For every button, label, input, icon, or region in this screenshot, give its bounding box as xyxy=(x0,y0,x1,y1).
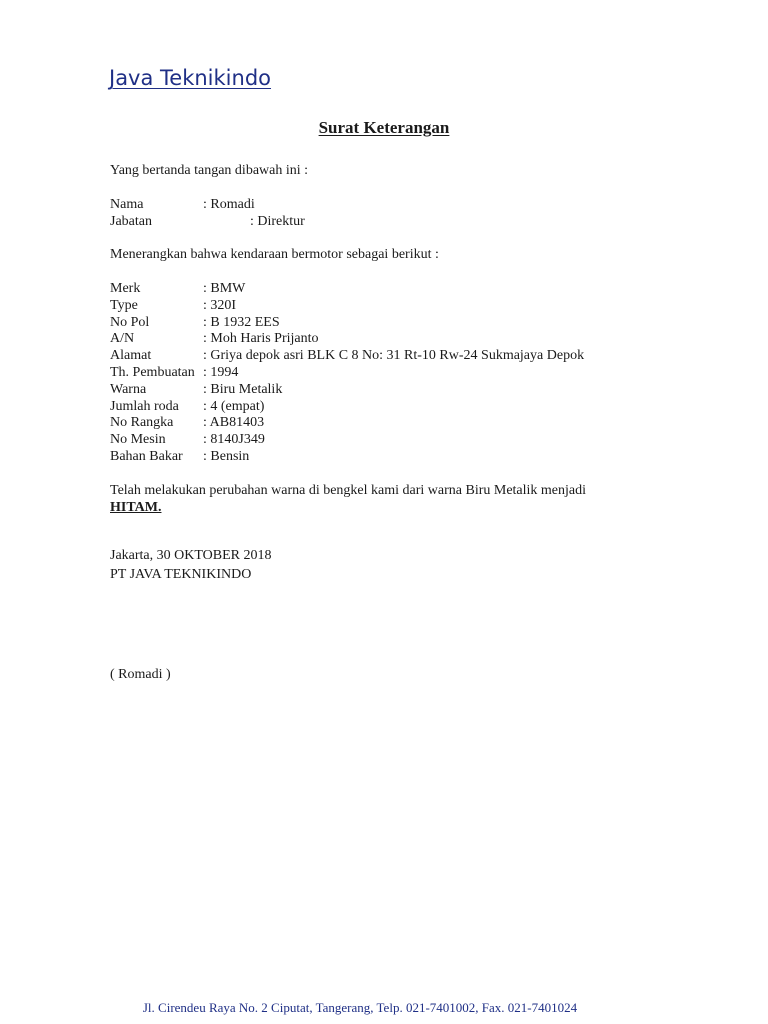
vehicle-address-label: Alamat xyxy=(110,348,152,363)
vehicle-address-value: : Griya depok asri BLK C 8 No: 31 Rt-10 Rw-24 Sukmajaya Depok xyxy=(203,348,585,363)
vehicle-wheels-label: Jumlah roda xyxy=(110,399,179,414)
vehicle-color-label: Warna xyxy=(110,382,147,397)
vehicle-nopol-label: No Pol xyxy=(110,315,150,330)
vehicle-fuel-label: Bahan Bakar xyxy=(110,449,183,464)
vehicle-chassis-value: : AB81403 xyxy=(203,415,265,430)
vehicle-owner-value: : Moh Haris Prijanto xyxy=(203,331,319,346)
statement-line: Telah melakukan perubahan warna di bengkel kami dari warna Biru Metalik menjadi xyxy=(110,483,587,498)
letterhead-company-name: Java Teknikindo xyxy=(109,66,272,90)
signature-name: ( Romadi ) xyxy=(110,667,171,682)
vehicle-fuel-value: : Bensin xyxy=(203,449,250,464)
vehicle-year-value: : 1994 xyxy=(203,365,239,380)
vehicle-color-value: : Biru Metalik xyxy=(203,382,283,397)
signer-name-label: Nama xyxy=(110,197,144,212)
vehicle-merk-value: : BMW xyxy=(203,281,246,296)
vehicle-chassis-label: No Rangka xyxy=(110,415,174,430)
vehicle-engine-label: No Mesin xyxy=(110,432,166,447)
vehicle-type-value: : 320I xyxy=(203,298,237,313)
vehicle-owner-label: A/N xyxy=(110,331,135,346)
opening-line: Yang bertanda tangan dibawah ini : xyxy=(110,163,309,178)
vehicle-type-label: Type xyxy=(110,298,138,313)
vehicle-wheels-value: : 4 (empat) xyxy=(203,399,265,414)
company-signoff: PT JAVA TEKNIKINDO xyxy=(110,567,252,582)
place-date: Jakarta, 30 OKTOBER 2018 xyxy=(110,548,272,563)
footer-address: Jl. Cirendeu Raya No. 2 Ciputat, Tangerang, Telp. 021-7401002, Fax. 021-7401024 xyxy=(142,1000,578,1015)
statement-emphasis: HITAM. xyxy=(110,500,162,515)
intro-line: Menerangkan bahwa kendaraan bermotor sebagai berikut : xyxy=(110,247,439,262)
vehicle-nopol-value: : B 1932 EES xyxy=(203,315,280,330)
vehicle-year-label: Th. Pembuatan xyxy=(110,365,195,380)
vehicle-merk-label: Merk xyxy=(110,281,141,296)
letter-title: Surat Keterangan xyxy=(318,118,450,137)
vehicle-engine-value: : 8140J349 xyxy=(203,432,265,447)
signer-position-label: Jabatan xyxy=(110,214,152,229)
signer-position-value: : Direktur xyxy=(250,214,305,229)
signer-name-value: : Romadi xyxy=(203,197,255,212)
